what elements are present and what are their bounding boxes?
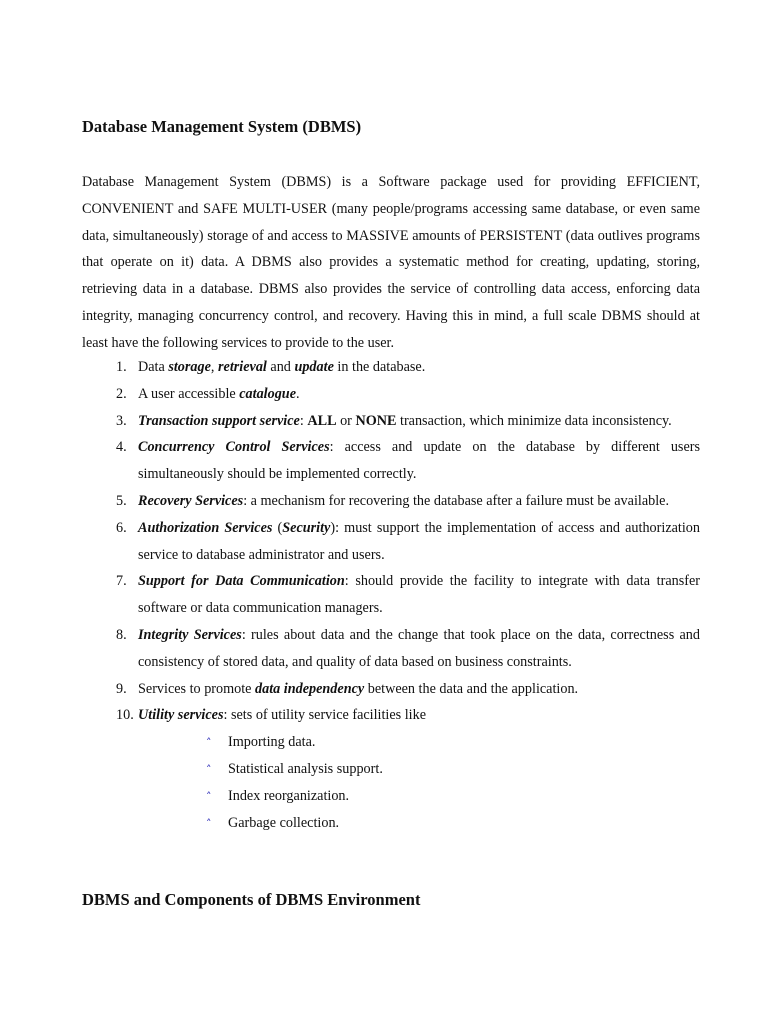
- list-item: [116, 354, 700, 381]
- item-text: .: [296, 385, 300, 402]
- item-keyword: Recovery Services: [138, 492, 244, 509]
- list-item: [116, 702, 700, 836]
- services-list: [116, 354, 700, 836]
- item-text: Data: [138, 359, 169, 375]
- arrowhead-bullet-icon: ˄: [206, 816, 212, 830]
- item-text: ): must support the implementation of access and authorization service to database administrator and users.: [138, 519, 700, 563]
- item-number: 2.: [116, 385, 127, 402]
- item-keyword: Security: [282, 519, 331, 536]
- list-item: [116, 434, 700, 488]
- sublist-item: [206, 729, 700, 756]
- item-text: (: [272, 519, 283, 536]
- list-item: [116, 676, 700, 703]
- list-item: [116, 622, 700, 676]
- item-number: 7.: [116, 573, 127, 590]
- section-heading-components: DBMS and Components of DBMS Environment: [82, 890, 421, 909]
- item-text: : rules about data and the change that took place on the data, correctness and consistency of stored data, and quality of data based on business constraints.: [138, 626, 700, 670]
- item-keyword: Transaction support service: [138, 412, 300, 429]
- section-heading-dbms: Database Management System (DBMS): [82, 117, 362, 136]
- sublist-item: [206, 783, 700, 810]
- item-text: A user accessible: [138, 385, 240, 402]
- item-text: :: [299, 412, 308, 429]
- arrowhead-bullet-icon: ˄: [206, 789, 212, 803]
- item-keyword: data independency: [255, 680, 365, 697]
- utility-sublist: [138, 729, 700, 836]
- sublist-item-text: Statistical analysis support.: [228, 760, 383, 777]
- sublist-item: [206, 810, 700, 837]
- item-keyword: retrieval: [218, 359, 267, 375]
- item-number: 4.: [116, 439, 127, 456]
- item-number: 3.: [116, 412, 127, 429]
- item-text: and: [266, 359, 295, 375]
- item-number: 1.: [116, 359, 127, 375]
- item-text: : should provide the facility to integrate with data transfer software or data communication managers.: [138, 573, 700, 617]
- intro-paragraph: Database Management System (DBMS) is a Software package used for providing EFFICIENT, CONVENIENT and SAFE MULTI-USER (many people/programs accessing same database, or even same data, simultaneously) storage of and access to MASSIVE amounts of PERSISTENT (data outlives programs that operate on it) data. A DBMS also provides a systematic method for creating, updating, storing, retrieving data in a database. DBMS also provides the service of controlling data access, enforcing data integrity, managing concurrency control, and recovery. Having this in mind, a full scale DBMS should at least have the following services to provide to the user.: [82, 174, 700, 351]
- sublist-item-text: Garbage collection.: [228, 814, 340, 831]
- item-strong: NONE: [355, 412, 397, 429]
- item-strong: ALL: [307, 412, 337, 429]
- item-keyword: storage: [168, 359, 211, 375]
- item-text: : a mechanism for recovering the database after a failure must be available.: [243, 492, 670, 509]
- item-text: Services to promote: [138, 680, 256, 697]
- arrowhead-bullet-icon: ˄: [206, 762, 212, 776]
- item-number: 6.: [116, 519, 127, 536]
- list-item: [116, 515, 700, 569]
- sublist-item-text: Importing data.: [228, 734, 316, 751]
- item-number: 10.: [116, 707, 134, 724]
- list-item: [116, 488, 700, 515]
- list-item: [116, 408, 700, 435]
- item-number: 8.: [116, 626, 127, 643]
- item-text: ,: [210, 359, 218, 375]
- sublist-item-text: Index reorganization.: [228, 787, 350, 804]
- item-text: : access and update on the database by different users simultaneously should be implemented correctly.: [138, 439, 700, 483]
- item-number: 5.: [116, 492, 127, 509]
- item-keyword: Authorization Services: [138, 519, 273, 536]
- item-text: between the data and the application.: [364, 680, 579, 697]
- item-keyword: catalogue: [239, 385, 296, 402]
- list-item: [116, 381, 700, 408]
- sublist-item: [206, 756, 700, 783]
- arrowhead-bullet-icon: ˄: [206, 736, 212, 750]
- item-keyword: Concurrency Control Services: [138, 439, 330, 456]
- item-text: transaction, which minimize data inconsistency.: [396, 412, 672, 429]
- item-keyword: update: [294, 359, 334, 375]
- item-keyword: Utility services: [138, 707, 224, 724]
- list-item: [116, 568, 700, 622]
- item-text: : sets of utility service facilities like: [223, 707, 427, 724]
- item-keyword: Integrity Services: [138, 626, 242, 643]
- item-text: or: [336, 412, 356, 429]
- item-keyword: Support for Data Communication: [138, 573, 345, 590]
- item-text: in the database.: [333, 359, 426, 375]
- item-number: 9.: [116, 680, 127, 697]
